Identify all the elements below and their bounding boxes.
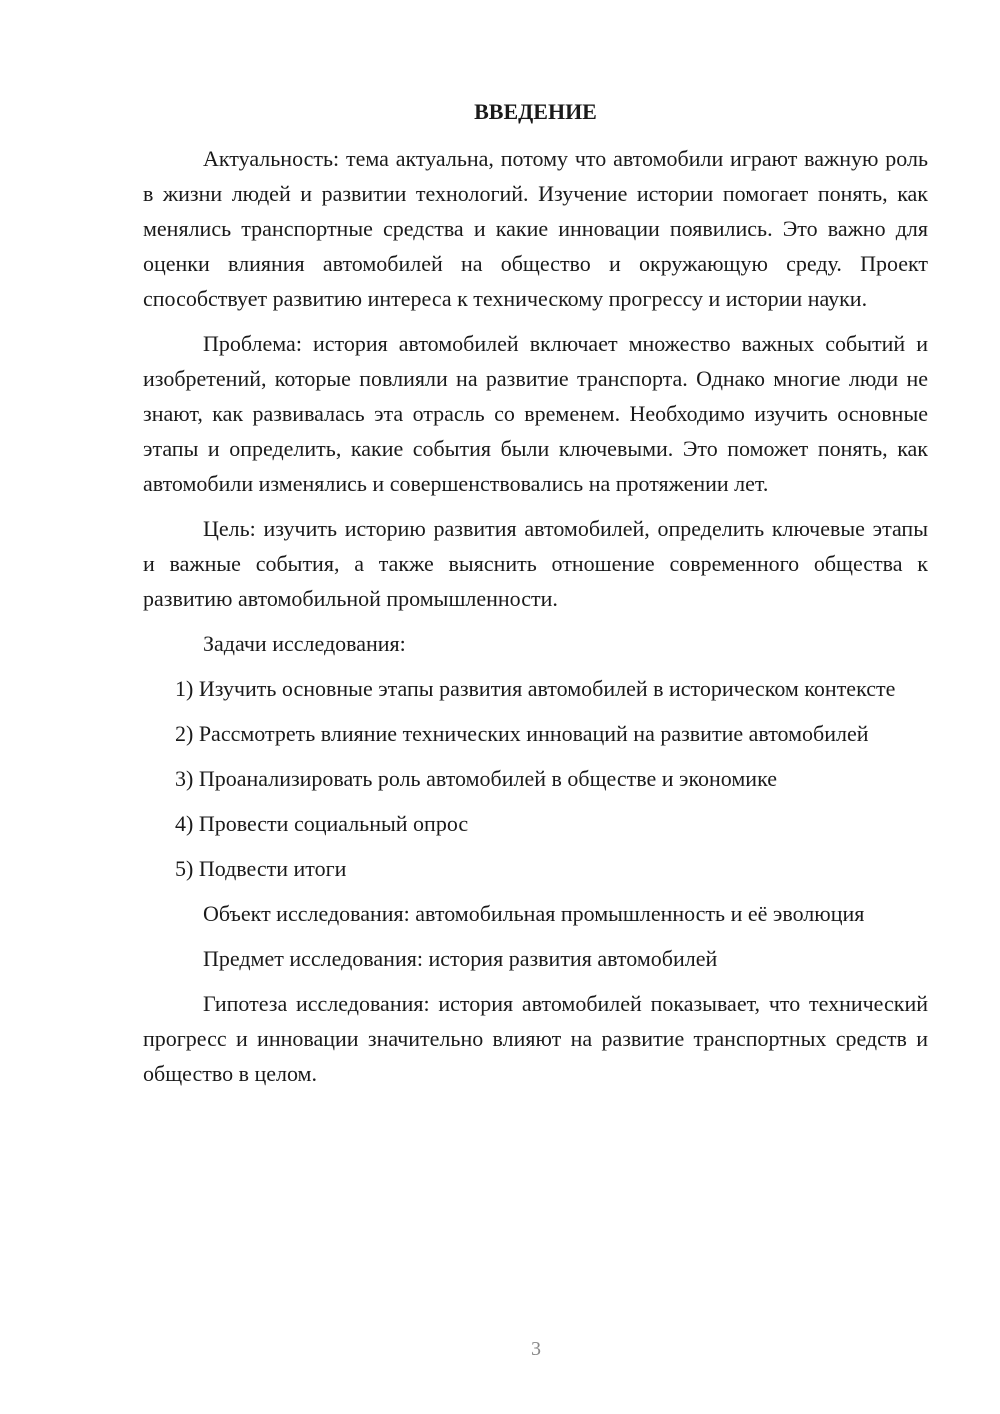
task-item-3: 3) Проанализировать роль автомобилей в обществе и экономике xyxy=(175,766,777,791)
page-number: 3 xyxy=(531,1338,541,1360)
paragraph-subject: Предмет исследования: история развития автомобилей xyxy=(203,946,718,971)
tasks-heading: Задачи исследования: xyxy=(203,631,406,656)
paragraph-hypothesis: Гипотеза исследования: история автомобилей показывает, что технический прогресс и инновации значительно влияют на развитие транспортных средств и общество в целом. xyxy=(143,991,928,1086)
paragraph-problem: Проблема: история автомобилей включает множество важных событий и изобретений, которые повлияли на развитие транспорта. Однако многие люди не знают, как развивалась эта отрасль со временем. Необходимо изучить основные этапы и определить, какие события были ключевыми. Это поможет понять, как автомобили изменялись и совершенствовались на протяжении лет. xyxy=(143,331,928,496)
task-item-2: 2) Рассмотреть влияние технических инноваций на развитие автомобилей xyxy=(175,721,869,746)
task-item-1: 1) Изучить основные этапы развития автомобилей в историческом контексте xyxy=(175,676,896,701)
paragraph-goal: Цель: изучить историю развития автомобилей, определить ключевые этапы и важные события, а также выяснить отношение современного общества к развитию автомобильной промышленности. xyxy=(143,516,928,611)
task-item-4: 4) Провести социальный опрос xyxy=(175,811,469,836)
paragraph-relevance: Актуальность: тема актуальна, потому что автомобили играют важную роль в жизни людей и развитии технологий. Изучение истории помогает понять, как менялись транспортные средства и какие инновации появились. Это важно для оценки влияния автомобилей на общество и окружающую среду. Проект способствует развитию интереса к техническому прогрессу и истории науки. xyxy=(143,146,928,311)
task-item-5: 5) Подвести итоги xyxy=(175,856,347,881)
page-content xyxy=(143,94,928,1091)
section-title: ВВЕДЕНИЕ xyxy=(474,99,597,124)
paragraph-object: Объект исследования: автомобильная промышленность и её эволюция xyxy=(203,901,865,926)
